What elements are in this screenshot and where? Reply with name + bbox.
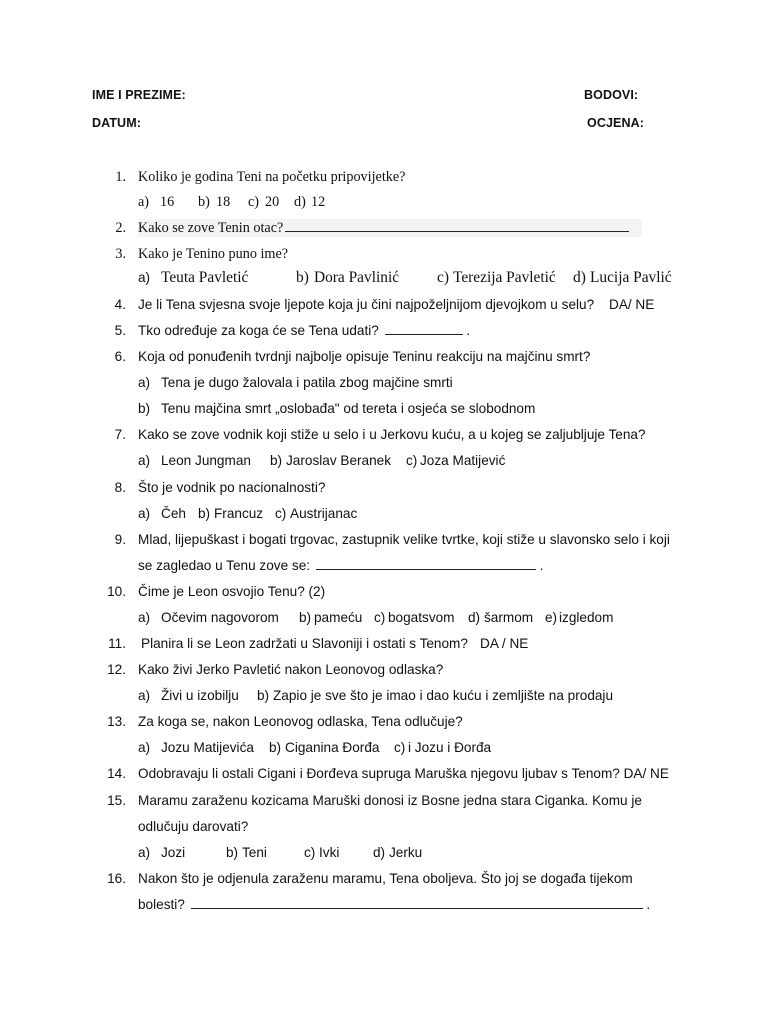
answer-blank[interactable] <box>316 558 536 570</box>
option-letter: d) <box>294 194 306 210</box>
question-number: 12. <box>107 662 126 677</box>
option-letter: a) <box>138 845 151 860</box>
option-text: Tenu majčina smrt „oslobađa" od tereta i osjeća se slobodnom <box>161 401 536 416</box>
name-label: IME I PREZIME: <box>92 88 186 102</box>
question-number: 8. <box>114 480 126 495</box>
question-number: 10. <box>107 584 126 599</box>
option-letter: b) <box>226 845 239 860</box>
option-text: 18 <box>216 194 231 210</box>
question-number: 14. <box>107 766 126 781</box>
option-letter: b) <box>270 453 283 468</box>
answer-blank[interactable] <box>385 323 463 335</box>
option-text: pameću <box>314 610 363 625</box>
option-text: 16 <box>160 194 175 210</box>
option-text: izgledom <box>559 610 614 625</box>
line-end: . <box>539 558 544 573</box>
option-text: Dora Pavlinić <box>314 269 400 286</box>
option-letter: e) <box>545 610 558 625</box>
option-text: šarmom <box>484 610 534 625</box>
option-letter: c) <box>248 194 260 210</box>
question-number: 5. <box>114 323 126 338</box>
option-letter: d) <box>468 610 481 625</box>
question-number: 15. <box>107 793 126 808</box>
option-letter: a) <box>138 610 151 625</box>
line-end: . <box>646 897 651 912</box>
points-label: BODOVI: <box>584 88 639 102</box>
option-letter: b) <box>198 506 211 521</box>
option-letter: b) <box>138 401 151 416</box>
question-text: Što je vodnik po nacionalnosti? <box>138 480 326 495</box>
option-letter: b) <box>296 269 309 286</box>
option-text: Zapio je sve što je imao i dao kuću i zemljište na prodaju <box>273 688 614 703</box>
question-number: 1. <box>115 169 126 185</box>
option-text: Tena je dugo žalovala i patila zbog majčine smrti <box>161 375 453 390</box>
option-text: Francuz <box>214 506 264 521</box>
line-end: . <box>466 323 471 338</box>
answer-blank[interactable] <box>191 897 643 909</box>
question-text: Kako se zove Tenin otac? <box>138 220 284 236</box>
question-text-continued: odlučuju darovati? <box>138 819 249 834</box>
question-text-continued: bolesti? <box>138 897 185 912</box>
option-letter: a) <box>138 740 151 755</box>
yes-no-choice[interactable]: DA/ NE <box>609 297 655 312</box>
option-letter: b) <box>269 740 282 755</box>
option-text: Teni <box>242 845 267 860</box>
question-text: Kako je Tenino puno ime? <box>138 246 289 262</box>
option-text: Terezija Pavletić <box>453 269 556 286</box>
question-text: Kako živi Jerko Pavletić nakon Leonovog odlaska? <box>138 662 444 677</box>
question-text-continued: se zagledao u Tenu zove se: <box>138 558 311 573</box>
option-text: Ciganina Đorđa <box>285 740 380 755</box>
question-text: Čime je Leon osvojio Tenu? (2) <box>138 584 326 599</box>
question-text: Za koga se, nakon Leonovog odlaska, Tena odlučuje? <box>138 714 463 729</box>
question-number: 3. <box>115 246 126 262</box>
option-text: 12 <box>311 194 326 210</box>
question-text: Mlad, lijepuškast i bogati trgovac, zastupnik velike tvrtke, koji stiže u slavonsko selo i koji <box>138 532 670 547</box>
option-letter: b) <box>257 688 270 703</box>
option-letter: c) <box>394 740 406 755</box>
option-text: Teuta Pavletić <box>161 269 249 286</box>
option-letter: a) <box>138 453 151 468</box>
grade-label: OCJENA: <box>587 116 644 130</box>
option-letter: c) <box>304 845 316 860</box>
option-letter: b) <box>299 610 312 625</box>
question-number: 4. <box>114 297 126 312</box>
question-text: Maramu zaraženu kozicama Maruški donosi iz Bosne jedna stara Ciganka. Komu je <box>138 793 642 808</box>
question-number: 9. <box>114 532 126 547</box>
option-letter: a) <box>138 688 151 703</box>
option-letter: c) <box>374 610 386 625</box>
option-letter: d) <box>573 269 586 286</box>
option-letter: c) <box>275 506 287 521</box>
option-text: Čeh <box>161 506 186 521</box>
question-text: Kako se zove vodnik koji stiže u selo i u Jerkovu kuću, a u kojeg se zaljubljuje Tena? <box>138 427 646 442</box>
option-text: 20 <box>265 194 280 210</box>
answer-blank[interactable] <box>285 220 629 232</box>
option-letter: c) <box>406 453 418 468</box>
option-text: Jaroslav Beranek <box>286 453 392 468</box>
option-letter: a) <box>138 506 151 521</box>
question-number: 7. <box>114 427 126 442</box>
question-number: 16. <box>107 871 126 886</box>
option-text: bogatsvom <box>388 610 455 625</box>
option-text: Očevim nagovorom <box>161 610 279 625</box>
option-text: Jerku <box>389 845 423 860</box>
option-text: Ivki <box>319 845 340 860</box>
option-text: Jozi <box>161 845 186 860</box>
option-text: Lucija Pavlić <box>590 269 672 286</box>
question-number: 6. <box>114 349 126 364</box>
question-number: 2. <box>115 220 126 236</box>
option-letter: a) <box>138 375 151 390</box>
question-number: 11. <box>108 636 126 651</box>
option-text: Leon Jungman <box>161 453 251 468</box>
option-letter: d) <box>373 845 386 860</box>
question-text: Nakon što je odjenula zaraženu maramu, Tena oboljeva. Što joj se događa tijekom <box>138 871 633 886</box>
option-letter: c) <box>437 269 449 286</box>
option-text: Austrijanac <box>290 506 358 521</box>
yes-no-choice[interactable]: DA / NE <box>480 636 529 651</box>
question-text: Je li Tena svjesna svoje ljepote koja ju čini najpoželjnijom djevojkom u selu? <box>138 297 595 312</box>
option-text: i Jozu i Đorđa <box>408 740 492 755</box>
question-number: 13. <box>107 714 126 729</box>
option-text: Joza Matijević <box>420 453 506 468</box>
option-text: Jozu Matijevića <box>161 740 254 755</box>
question-text: Koliko je godina Teni na početku pripovijetke? <box>138 169 406 185</box>
question-text: Odobravaju li ostali Cigani i Đorđeva supruga Maruška njegovu ljubav s Tenom? DA/ NE <box>138 766 669 781</box>
option-letter: a) <box>138 194 150 210</box>
question-text: Koja od ponuđenih tvrdnji najbolje opisuje Teninu reakciju na majčinu smrt? <box>138 349 591 364</box>
date-label: DATUM: <box>92 116 141 130</box>
question-text: Tko određuje za koga će se Tena udati? <box>138 323 379 338</box>
option-letter: b) <box>198 194 210 210</box>
question-text: Planira li se Leon zadržati u Slavoniji i ostati s Tenom? <box>141 636 468 651</box>
option-letter: a) <box>138 270 151 285</box>
option-text: Živi u izobilju <box>161 688 239 703</box>
